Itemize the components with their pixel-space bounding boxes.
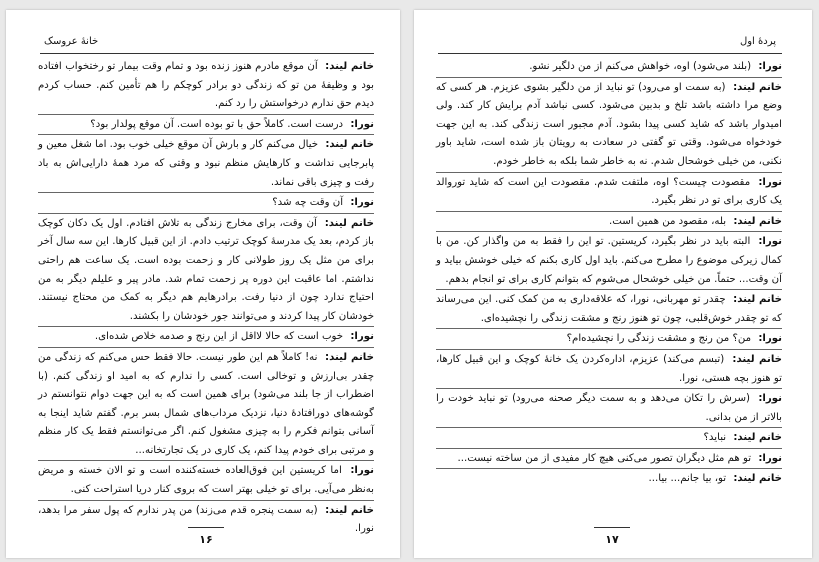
dialogue-turn xyxy=(38,460,374,499)
dialogue-turn xyxy=(38,58,374,114)
dialogue-line: درست است. کاملاً حق با تو بوده است. آن موقع پولدار بود؟ xyxy=(90,118,344,130)
speaker-name: خانم لیند: xyxy=(733,432,782,444)
left-page-number: ۱۶ xyxy=(199,533,213,546)
right-footer-rule xyxy=(594,527,630,528)
left-running-head: خانهٔ عروسک xyxy=(44,36,99,47)
left-header-rule xyxy=(40,53,374,54)
speaker-name: نورا: xyxy=(758,452,782,464)
dialogue-turn xyxy=(436,468,782,489)
speaker-name: نورا: xyxy=(350,118,374,130)
dialogue-turn xyxy=(38,192,374,213)
dialogue-turn xyxy=(38,114,374,135)
speaker-name: خانم لیند: xyxy=(324,217,374,229)
dialogue-turn xyxy=(38,347,374,461)
dialogue-line: چقدر تو مهربانی، نورا، که علاقه‌داری به من کمک کنی. این می‌رساند که تو چقدر خوش‌قلبی، چون تو هنوز رنج و مشقت زندگی را نچشیده‌ای. xyxy=(436,294,782,324)
dialogue-line: مقصودت چیست؟ اوه، ملتفت شدم. مقصودت این است که شاید توروالد یک کاری برای تو در نظر بگیرد. xyxy=(436,176,782,207)
speaker-name: نورا: xyxy=(758,393,782,405)
dialogue-turn xyxy=(436,289,782,328)
speaker-name: نورا: xyxy=(350,331,374,343)
dialogue-line: (به سمت پنجره قدم می‌زند) من پدر ندارم که پول سفر مرا بدهد، نورا. xyxy=(38,504,374,535)
dialogue-turn xyxy=(436,448,782,469)
speaker-name: نورا: xyxy=(758,61,782,72)
dialogue-line: تو، بیا جانم... بیا... xyxy=(648,473,727,485)
speaker-name: خانم لیند: xyxy=(325,504,374,516)
dialogue-line: تو هم مثل دیگران تصور می‌کنی هیچ کار مفیدی از من ساخته نیست... xyxy=(457,452,752,464)
speaker-name: خانم لیند: xyxy=(325,139,374,151)
dialogue-turn xyxy=(436,328,782,349)
dialogue-turn xyxy=(38,134,374,192)
dialogue-turn xyxy=(436,231,782,289)
dialogue-line: بله، مقصود من همین است. xyxy=(609,215,727,227)
dialogue-line: آن وقت، برای مخارج زندگی به تلاش افتادم. اول یک دکان کوچک باز کردم، بعد یک مدرسهٔ کوچک ترتیب دادم. از این قبیل کارها. این سه سال آخر برای من مثل یک روز طولانی کار و زحمت بوده است. یک ساعت هم راحتی نداشتم. اما عاقبت این دوره پر زحمت تمام شد. مادر پیر و علیلم دیگر به من احتیاج ندارد چون از دنیا رفت. برادرهایم هم دیگر به کمک من محتاج نیستند. خودشان کار پیدا کردند و می‌توانند جور خودشان را بکشند. xyxy=(38,217,374,322)
right-body-text xyxy=(436,58,782,489)
dialogue-line: (بلند می‌شود) اوه، خواهش می‌کنم از من دلگیر نشو. xyxy=(529,61,752,72)
dialogue-line: (سرش را تکان می‌دهد و به سمت دیگر صحنه می‌رود) تو نباید خودت را بالاتر از من بدانی. xyxy=(436,393,782,423)
dialogue-line: (به سمت او می‌رود) تو نباید از من دلگیر بشوی عزیزم. هر کسی که وضع مرا داشته باشد تلخ و بدبین می‌شود. کسی نباشد آدم برایش کار کند. ولی امیدوار باشد که شاید کسی پیدا بشود. آدم مجبور است زندگی کند. به این جهت خودخواه می‌شود. وقتی تو گفتی در سعادت به رویتان باز شده است، شاید باور نکنی، من خیلی خوشحال شدم. نه به خاطر شما بلکه به خاطر خودم. xyxy=(436,81,782,167)
right-running-head: پردهٔ اول xyxy=(739,36,776,47)
dialogue-line: من؟ من رنج و مشقت زندگی را نچشیده‌ام؟ xyxy=(566,333,752,345)
speaker-name: خانم لیند: xyxy=(733,215,782,227)
dialogue-turn xyxy=(436,388,782,427)
dialogue-turn xyxy=(436,77,782,172)
speaker-name: خانم لیند: xyxy=(733,81,782,93)
right-page-number: ۱۷ xyxy=(605,533,619,546)
dialogue-line: خیال می‌کنم کار و بارش آن موقع خیلی خوب بود. اما شغل معین و پابرجایی نداشت و کارهایش منظم نبود و وقتی که مرد همهٔ دارایی‌اش به باد رفت و چیزی باقی نماند. xyxy=(38,139,374,188)
speaker-name: خانم لیند: xyxy=(325,351,374,363)
speaker-name: خانم لیند: xyxy=(732,353,782,365)
dialogue-turn xyxy=(38,326,374,347)
dialogue-line: اما کریستین این فوق‌العاده خسته‌کننده است و تو الان خسته و مریض به‌نظر می‌آیی. برای تو خیلی بهتر است که بروی کنار دریا استراحت کنی. xyxy=(38,465,374,496)
speaker-name: نورا: xyxy=(350,465,374,477)
dialogue-line: نباید؟ xyxy=(703,432,727,444)
right-page xyxy=(414,10,812,558)
left-footer-rule xyxy=(188,527,224,528)
dialogue-line: آن موقع مادرم هنوز زنده بود و تمام وقت بیمار تو رختخواب افتاده بود و وظیفهٔ من تو که زندگی دو برادر کوچکم را هم تأمین کنم. حساب کردم دیدم حق ندارم درخواستش را رد کنم. xyxy=(38,61,374,110)
speaker-name: نورا: xyxy=(758,176,782,188)
speaker-name: خانم لیند: xyxy=(733,294,782,306)
dialogue-turn xyxy=(436,427,782,448)
speaker-name: نورا: xyxy=(350,197,374,209)
dialogue-line: نه! کاملاً هم این طور نیست. حالا فقط حس می‌کنم که زندگی من چقدر بی‌ارزش و توخالی است. کسی را ندارم که به امید او زندگی کنم. (با اضطراب از جا بلند می‌شود) برای همین است که به این جهت دوام نتوانستم در گوشه‌های دورافتادهٔ دنیا، نزدیک مرداب‌های شمال بسر برم. گفتم شاید اینجا به آسانی بتوانم فکرم را به چیزی مشغول کنم. اگر می‌توانستم فقط یک کار منظم و مرتبی برای خودم پیدا کنم، یک کاری در یک تجارتخانه... xyxy=(38,351,374,456)
speaker-name: خانم لیند: xyxy=(733,473,782,485)
dialogue-turn xyxy=(436,172,782,211)
dialogue-line: آن وقت چه شد؟ xyxy=(272,197,344,209)
speaker-name: خانم لیند: xyxy=(325,61,374,72)
dialogue-turn xyxy=(436,211,782,232)
dialogue-line: البته باید در نظر بگیرد، کریستین. تو این را فقط به من واگذار کن. من با کمال زیرکی موضوع را مطرح می‌کنم. باید اول کاری بکنم که خیلی خوشش بیاید و آن وقت... حتماً. من خیلی خوشحال می‌شوم که بتوانم کاری برای تو انجام بدهم. xyxy=(436,236,782,285)
right-header-rule xyxy=(438,53,782,54)
speaker-name: نورا: xyxy=(758,236,782,248)
left-body-text xyxy=(38,58,374,539)
dialogue-turn xyxy=(436,349,782,388)
left-page xyxy=(6,10,400,558)
dialogue-turn xyxy=(436,58,782,77)
speaker-name: نورا: xyxy=(758,333,782,345)
dialogue-line: خوب است که حالا لااقل از این رنج و صدمه خلاص شده‌ای. xyxy=(94,331,344,343)
dialogue-line: (تبسم می‌کند) عزیزم، اداره‌کردن یک خانهٔ کوچک و این قبیل کارها، تو هنوز بچه هستی، نورا. xyxy=(436,353,782,384)
dialogue-turn xyxy=(38,213,374,327)
